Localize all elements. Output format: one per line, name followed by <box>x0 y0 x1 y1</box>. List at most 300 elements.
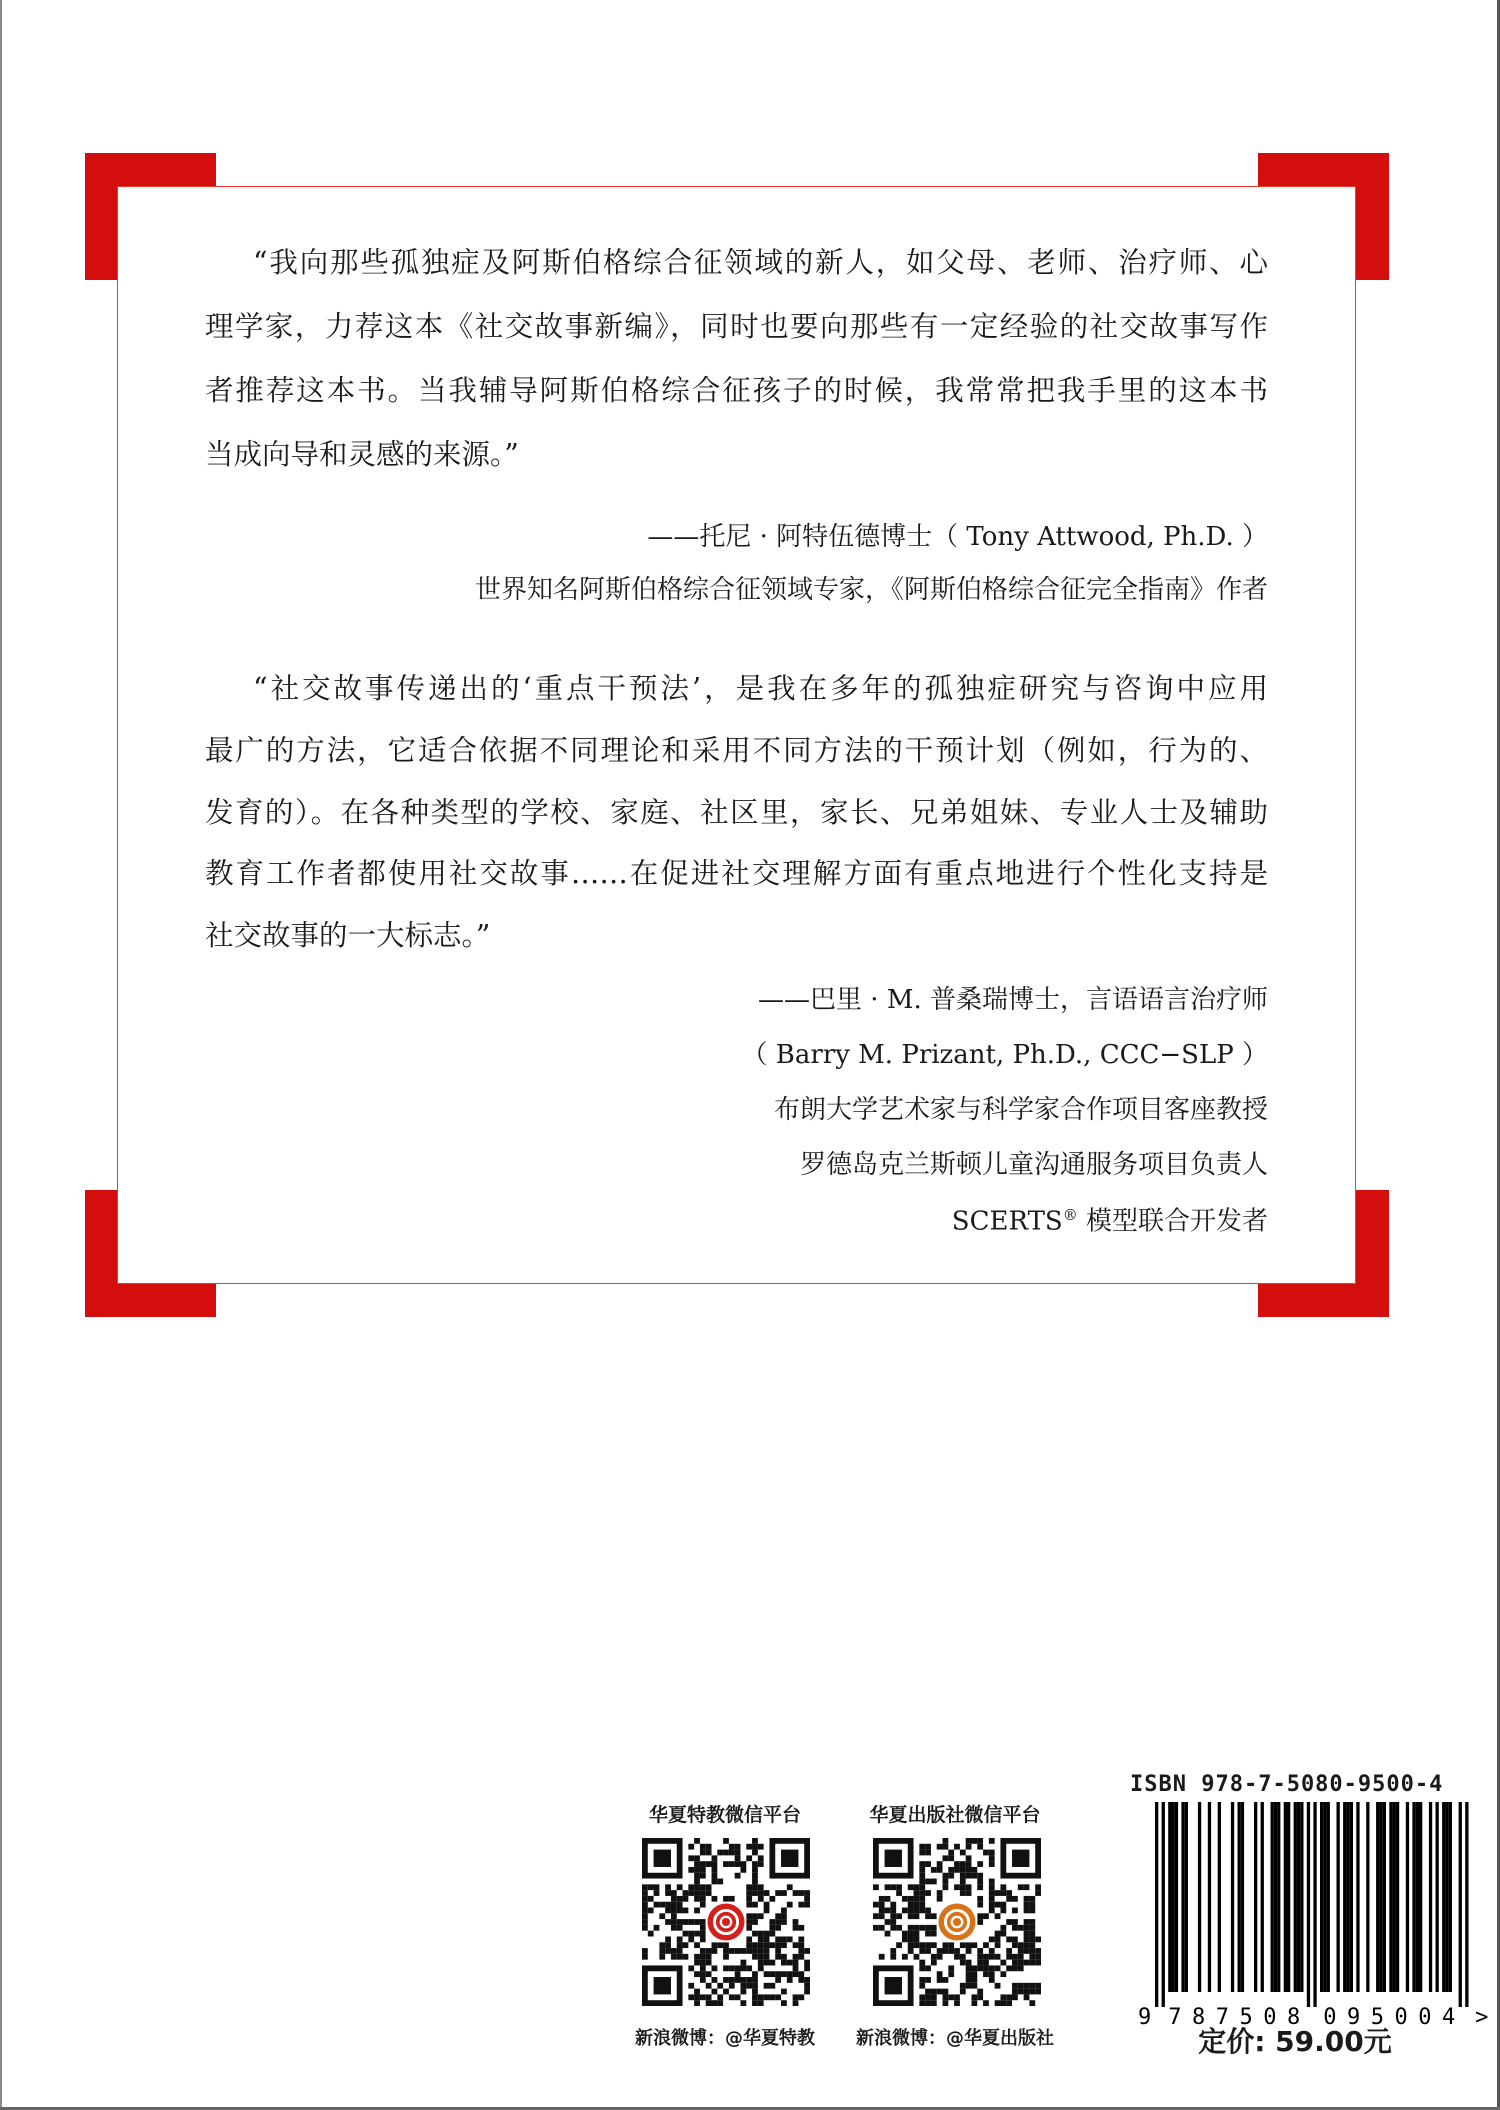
qr-module <box>1024 1942 1030 1948</box>
qr-module <box>885 1884 891 1890</box>
barcode-first-digit: 9 <box>1138 2005 1152 2030</box>
qr-module <box>896 1884 902 1890</box>
qr-code-huaxia-press[interactable] <box>873 1838 1041 2006</box>
qr-module <box>683 1896 689 1902</box>
qr-module <box>694 1838 700 1844</box>
qr-module <box>931 1994 937 2000</box>
qr-module <box>902 1896 908 1902</box>
qr-module <box>1018 1884 1024 1890</box>
qr-module <box>1035 1983 1041 1989</box>
quote1-author: ——托尼 · 阿特伍德博士（ Tony Attwood, Ph.D. ） <box>647 522 1268 552</box>
qr-module <box>989 1902 995 1908</box>
qr-module <box>919 1925 925 1931</box>
barcode-bar <box>1419 1802 1422 1992</box>
qr-module <box>995 1890 1001 1896</box>
qr-module <box>781 1960 787 1966</box>
qr-module <box>764 1902 770 1908</box>
qr-module <box>1018 1965 1024 1971</box>
qr-module <box>943 1989 949 1995</box>
qr-module <box>764 1908 770 1914</box>
qr-module <box>793 1925 799 1931</box>
qr-module <box>642 1919 648 1925</box>
qr-module <box>729 1983 735 1989</box>
qr-module <box>787 1977 793 1983</box>
qr-module <box>1029 1896 1035 1902</box>
qr-module <box>677 1954 683 1960</box>
qr-module <box>798 1948 804 1954</box>
qr-module <box>1000 1902 1006 1908</box>
barcode-bar <box>1445 1802 1448 1992</box>
qr-module <box>746 1902 752 1908</box>
qr-module <box>925 1850 931 1856</box>
qr-module <box>948 1942 954 1948</box>
qr-module <box>706 1971 712 1977</box>
qr-module <box>931 1867 937 1873</box>
qr-module <box>1024 1931 1030 1937</box>
qr-module <box>995 1983 1001 1989</box>
qr-module <box>700 1971 706 1977</box>
qr-module <box>793 1890 799 1896</box>
qr-module <box>758 1954 764 1960</box>
qr-module <box>729 1844 735 1850</box>
qr-module <box>960 1942 966 1948</box>
qr-module <box>671 1913 677 1919</box>
qr-module <box>764 1971 770 1977</box>
barcode-bar <box>1287 1802 1290 1992</box>
qr-module <box>758 1844 764 1850</box>
qr-module <box>688 1855 694 1861</box>
qr-module <box>1018 1925 1024 1931</box>
qr-module <box>937 1896 943 1902</box>
qr-module <box>671 1925 677 1931</box>
qr-finder-pattern <box>645 1968 680 2003</box>
qr-module <box>960 1890 966 1896</box>
qr-module <box>960 1861 966 1867</box>
qr-module <box>908 1948 914 1954</box>
qr-module <box>977 1960 983 1966</box>
qr-module <box>781 1989 787 1995</box>
qr-module <box>752 1942 758 1948</box>
qr-module <box>966 1873 972 1879</box>
qr-module <box>758 1936 764 1942</box>
qr-module <box>914 1936 920 1942</box>
qr-module <box>977 1884 983 1890</box>
barcode-quiet-zone-mark: > <box>1475 2005 1489 2030</box>
qr-module <box>977 1913 983 1919</box>
qr-module <box>943 2000 949 2006</box>
qr-module <box>879 1902 885 1908</box>
qr-module <box>752 1850 758 1856</box>
qr-module <box>752 1867 758 1873</box>
qr-module <box>775 1942 781 1948</box>
quote1-line: 理学家，力荐这本《社交故事新编》，同时也要向那些有一定经验的社交故事写作 <box>205 310 1268 343</box>
qr-module <box>717 1994 723 2000</box>
qr-module <box>677 1902 683 1908</box>
qr-module <box>688 1965 694 1971</box>
qr-module <box>758 1942 764 1948</box>
qr-module <box>706 1850 712 1856</box>
qr-module <box>671 1908 677 1914</box>
barcode-bar <box>1327 1802 1330 1992</box>
qr-module <box>758 1861 764 1867</box>
qr-module <box>769 1896 775 1902</box>
qr-module <box>1024 1994 1030 2000</box>
qr-module <box>700 1994 706 2000</box>
qr-module <box>700 1954 706 1960</box>
qr-module <box>1024 1960 1030 1966</box>
qr-module <box>723 1861 729 1867</box>
qr-module <box>995 1954 1001 1960</box>
qr-module <box>752 1879 758 1885</box>
qr-module <box>960 1884 966 1890</box>
qr-module <box>983 1971 989 1977</box>
qr-label-huaxia-press: 华夏出版社微信平台 <box>869 1804 1041 1826</box>
qr-module <box>665 1919 671 1925</box>
qr-module <box>960 1954 966 1960</box>
qr-module <box>943 1855 949 1861</box>
qr-module <box>746 1948 752 1954</box>
qr-module <box>1024 1919 1030 1925</box>
qr-module <box>642 1948 648 1954</box>
qr-module <box>966 1867 972 1873</box>
qr-module <box>1000 1931 1006 1937</box>
qr-module <box>793 1994 799 2000</box>
barcode-bar <box>1261 1802 1264 1992</box>
qr-module <box>1012 1960 1018 1966</box>
qr-module <box>937 1954 943 1960</box>
qr-module <box>804 1983 810 1989</box>
barcode-bar <box>1218 1802 1221 1992</box>
qr-module <box>919 1994 925 2000</box>
qr-finder-pattern <box>1003 1841 1038 1876</box>
qr-module <box>723 1838 729 1844</box>
barcode-bar <box>1271 1802 1274 1992</box>
qr-module <box>919 1850 925 1856</box>
qr-code-huaxia-special-ed[interactable] <box>642 1838 810 2006</box>
qr-module <box>914 1896 920 1902</box>
qr-module <box>665 1948 671 1954</box>
qr-module <box>960 1867 966 1873</box>
qr-module <box>1029 1925 1035 1931</box>
qr-module <box>752 1983 758 1989</box>
barcode-bar <box>1393 1802 1396 1992</box>
qr-module <box>706 2000 712 2006</box>
qr-module <box>804 1977 810 1983</box>
qr-module <box>694 1884 700 1890</box>
qr-module <box>948 1965 954 1971</box>
qr-module <box>931 2000 937 2006</box>
qr-module <box>804 1965 810 1971</box>
qr-module <box>937 1989 943 1995</box>
qr-module <box>694 1908 700 1914</box>
qr-module <box>896 1942 902 1948</box>
qr-module <box>700 1919 706 1925</box>
qr-module <box>752 1931 758 1937</box>
isbn-text: ISBN 978-7-5080-9500-4 <box>1130 1772 1444 1797</box>
qr-module <box>1029 1983 1035 1989</box>
qr-module <box>879 1913 885 1919</box>
qr-module <box>1018 1989 1024 1995</box>
qr-module <box>1000 1960 1006 1966</box>
qr-module <box>764 1954 770 1960</box>
qr-module <box>1029 1908 1035 1914</box>
qr-module <box>746 1925 752 1931</box>
qr-module <box>654 1884 660 1890</box>
qr-module <box>919 1965 925 1971</box>
qr-module <box>694 1879 700 1885</box>
qr-module <box>764 1960 770 1966</box>
qr-module <box>1024 1989 1030 1995</box>
qr-module <box>931 1913 937 1919</box>
qr-module <box>712 1867 718 1873</box>
qr-module <box>1029 1960 1035 1966</box>
qr-module <box>700 1931 706 1937</box>
qr-finder-pattern <box>876 1841 911 1876</box>
qr-module <box>977 1838 983 1844</box>
qr-module <box>764 1936 770 1942</box>
barcode-bar <box>1155 1802 1158 2007</box>
qr-module <box>775 1954 781 1960</box>
qr-module <box>775 1925 781 1931</box>
qr-module <box>989 1884 995 1890</box>
qr-module <box>648 1896 654 1902</box>
weibo-handle-huaxia-press: 新浪微博：@华夏出版社 <box>856 2028 1054 2049</box>
qr-module <box>717 1850 723 1856</box>
qr-module <box>781 1908 787 1914</box>
qr-module <box>971 1942 977 1948</box>
qr-module <box>746 1884 752 1890</box>
qr-module <box>1012 1896 1018 1902</box>
qr-module <box>729 1861 735 1867</box>
qr-module <box>700 1936 706 1942</box>
qr-module <box>700 1861 706 1867</box>
qr-module <box>937 1867 943 1873</box>
quote2-author-english: （ Barry M. Prizant, Ph.D., CCC−SLP ） <box>741 1040 1268 1070</box>
barcode-bar <box>1284 1802 1287 1992</box>
qr-module <box>931 1931 937 1937</box>
qr-module <box>971 1965 977 1971</box>
qr-module <box>729 1896 735 1902</box>
qr-module <box>919 1908 925 1914</box>
qr-module <box>914 1890 920 1896</box>
qr-module <box>989 1838 995 1844</box>
qr-module <box>804 1902 810 1908</box>
qr-module <box>764 1994 770 2000</box>
qr-module <box>706 1890 712 1896</box>
barcode-bar <box>1254 1802 1257 1992</box>
qr-module <box>908 1913 914 1919</box>
qr-module <box>1024 1884 1030 1890</box>
qr-module <box>948 1994 954 2000</box>
qr-module <box>966 1855 972 1861</box>
barcode-bar <box>1343 1802 1346 1992</box>
qr-module <box>1012 1908 1018 1914</box>
qr-module <box>671 1919 677 1925</box>
qr-module <box>683 1942 689 1948</box>
qr-module <box>740 1977 746 1983</box>
qr-module <box>694 1873 700 1879</box>
qr-module <box>943 1879 949 1885</box>
barcode-bar <box>1198 1802 1201 1992</box>
qr-module <box>712 1873 718 1879</box>
qr-module <box>671 1948 677 1954</box>
qr-module <box>683 1919 689 1925</box>
qr-finder-pattern <box>772 1841 807 1876</box>
qr-module <box>983 1942 989 1948</box>
qr-module <box>804 1989 810 1995</box>
qr-module <box>793 2000 799 2006</box>
qr-module <box>1006 1965 1012 1971</box>
qr-module <box>1018 1960 1024 1966</box>
qr-module <box>781 1942 787 1948</box>
qr-module <box>931 1989 937 1995</box>
qr-module <box>798 1942 804 1948</box>
qr-module <box>948 1850 954 1856</box>
qr-module <box>729 1977 735 1983</box>
qr-module <box>775 1913 781 1919</box>
qr-module <box>989 1850 995 1856</box>
qr-module <box>781 1890 787 1896</box>
qr-module <box>879 1954 885 1960</box>
qr-module <box>989 1954 995 1960</box>
qr-module <box>700 1850 706 1856</box>
qr-module <box>723 1948 729 1954</box>
qr-module <box>746 1855 752 1861</box>
qr-module <box>723 1850 729 1856</box>
qr-module <box>706 1983 712 1989</box>
qr-module <box>995 1965 1001 1971</box>
qr-module <box>919 1867 925 1873</box>
barcode-right-digits: 095004 <box>1323 2005 1456 2030</box>
qr-module <box>937 1844 943 1850</box>
qr-module <box>890 1908 896 1914</box>
qr-module <box>919 1884 925 1890</box>
qr-module <box>769 1925 775 1931</box>
barcode-bar <box>1300 1802 1303 1992</box>
qr-module <box>700 1902 706 1908</box>
qr-module <box>925 1879 931 1885</box>
qr-module <box>954 1867 960 1873</box>
qr-module <box>735 1873 741 1879</box>
qr-module <box>983 1960 989 1966</box>
qr-module <box>989 1908 995 1914</box>
qr-module <box>746 1896 752 1902</box>
qr-module <box>659 1948 665 1954</box>
qr-module <box>740 1867 746 1873</box>
qr-module <box>677 1896 683 1902</box>
qr-module <box>948 1971 954 1977</box>
qr-module <box>960 1850 966 1856</box>
qr-module <box>752 1884 758 1890</box>
qr-module <box>1024 1948 1030 1954</box>
qr-module <box>948 1867 954 1873</box>
qr-module <box>740 1983 746 1989</box>
qr-module <box>769 1983 775 1989</box>
qr-module <box>977 1919 983 1925</box>
qr-module <box>642 1954 648 1960</box>
barcode-bar <box>1406 1802 1409 1992</box>
qr-module <box>793 1971 799 1977</box>
barcode-bar <box>1383 1802 1386 1992</box>
qr-module <box>995 1931 1001 1937</box>
barcode-bar <box>1168 1802 1171 1992</box>
isbn-barcode <box>1133 1802 1493 2032</box>
qr-module <box>925 1942 931 1948</box>
qr-module <box>914 1884 920 1890</box>
barcode-bar <box>1379 1802 1382 1992</box>
quote2-line: 发育的）。在各种类型的学校、家庭、社区里，家长、兄弟姐妹、专业人士及辅助 <box>205 796 1268 829</box>
qr-module <box>787 1884 793 1890</box>
qr-module <box>798 1977 804 1983</box>
qr-module <box>1035 1884 1041 1890</box>
qr-module <box>919 1879 925 1885</box>
barcode-bar <box>1416 1802 1419 1992</box>
qr-module <box>971 1838 977 1844</box>
qr-module <box>1012 1994 1018 2000</box>
qr-module <box>729 1948 735 1954</box>
qr-module <box>694 1954 700 1960</box>
qr-module <box>983 2000 989 2006</box>
qr-module <box>775 1890 781 1896</box>
qr-module <box>931 1960 937 1966</box>
qr-module <box>925 1989 931 1995</box>
quote2-author: ——巴里 · M. 普桑瑞博士，言语语言治疗师 <box>758 985 1268 1015</box>
qr-module <box>746 1977 752 1983</box>
qr-module <box>919 1983 925 1989</box>
qr-module <box>706 1884 712 1890</box>
qr-module <box>977 1844 983 1850</box>
qr-module <box>954 1948 960 1954</box>
qr-module <box>989 1936 995 1942</box>
qr-module <box>873 1902 879 1908</box>
qr-module <box>735 1977 741 1983</box>
qr-module <box>700 1977 706 1983</box>
qr-module <box>1029 1954 1035 1960</box>
qr-module <box>925 1861 931 1867</box>
qr-module <box>787 1971 793 1977</box>
barcode-bar <box>1412 1802 1415 1992</box>
qr-module <box>983 1850 989 1856</box>
qr-module <box>966 1861 972 1867</box>
qr-module <box>1018 1942 1024 1948</box>
qr-module <box>700 1965 706 1971</box>
qr-module <box>752 1919 758 1925</box>
qr-module <box>804 1948 810 1954</box>
qr-module <box>937 1861 943 1867</box>
qr-module <box>966 1965 972 1971</box>
qr-module <box>1024 1936 1030 1942</box>
qr-module <box>873 1925 879 1931</box>
qr-module <box>700 1948 706 1954</box>
qr-module <box>925 1965 931 1971</box>
qr-module <box>694 1942 700 1948</box>
qr-module <box>729 1850 735 1856</box>
qr-module <box>1035 1948 1041 1954</box>
scerts-suffix: 模型联合开发者 <box>1077 1206 1268 1237</box>
qr-module <box>781 1954 787 1960</box>
qr-module <box>694 1890 700 1896</box>
qr-module <box>977 1896 983 1902</box>
quote2-author-title: 罗德岛克兰斯顿儿童沟通服务项目负责人 <box>799 1150 1268 1180</box>
qr-module <box>723 1896 729 1902</box>
qr-module <box>995 1936 1001 1942</box>
qr-module <box>943 1942 949 1948</box>
qr-module <box>746 1919 752 1925</box>
qr-module <box>671 1896 677 1902</box>
qr-module <box>931 1879 937 1885</box>
qr-module <box>752 1948 758 1954</box>
qr-module <box>642 1925 648 1931</box>
